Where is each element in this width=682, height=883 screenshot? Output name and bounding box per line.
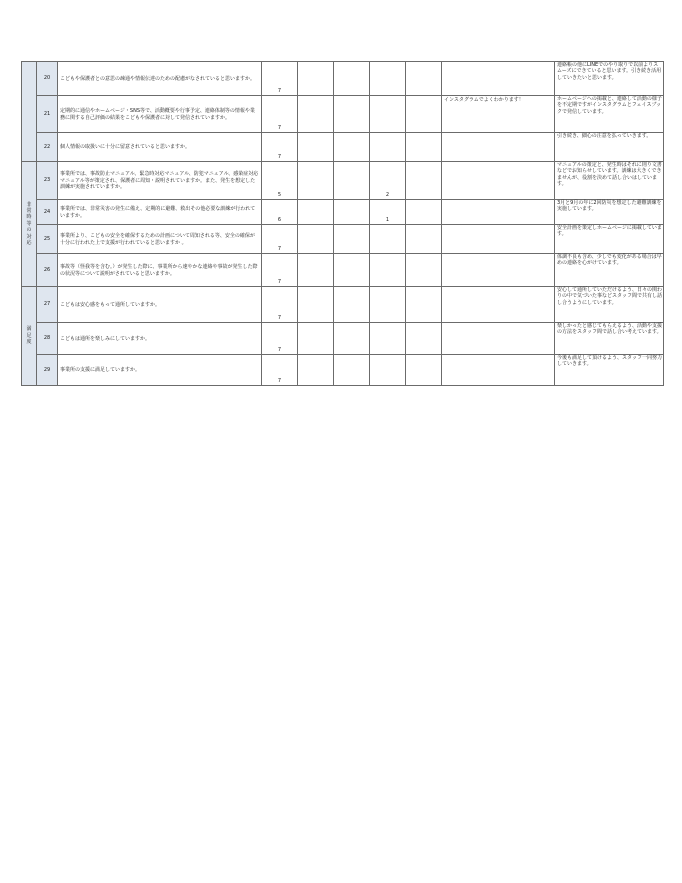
- guardian-comment: [442, 287, 555, 323]
- category-satisfaction: [22, 287, 37, 386]
- count-cell: 1: [370, 200, 406, 225]
- count-cell: 7: [262, 96, 298, 133]
- row-number: 29: [37, 355, 58, 386]
- count-cell: [370, 225, 406, 254]
- question-text: 事業所より、こどもの安全を確保するための計画について周知される等、安全の確保が十分に行われた上で支援が行われていると思いますか 。: [58, 225, 262, 254]
- guardian-comment: [442, 133, 555, 162]
- question-text: 事業所の支援に満足していますか。: [58, 355, 262, 386]
- question-text: 事業所では、非常災害の発生に備え、定期的に避難、救出その他必要な訓練が行われていますか。: [58, 200, 262, 225]
- count-cell: [334, 355, 370, 386]
- count-cell: [334, 225, 370, 254]
- count-cell: [334, 287, 370, 323]
- count-cell: 7: [262, 133, 298, 162]
- count-cell: 5: [262, 162, 298, 200]
- row-number: 20: [37, 62, 58, 96]
- count-cell: [406, 133, 442, 162]
- count-cell: [298, 133, 334, 162]
- guardian-comment: [442, 254, 555, 287]
- count-cell: [406, 323, 442, 355]
- count-cell: 7: [262, 254, 298, 287]
- survey-table: [21, 61, 664, 386]
- row-number: 26: [37, 254, 58, 287]
- table-row: [22, 133, 664, 162]
- count-cell: [406, 200, 442, 225]
- table-row: [22, 225, 664, 254]
- count-cell: [298, 323, 334, 355]
- category-cell-empty: [22, 62, 37, 162]
- count-cell: [298, 162, 334, 200]
- count-cell: [370, 287, 406, 323]
- survey-table-body: [22, 62, 664, 386]
- row-number: 25: [37, 225, 58, 254]
- guardian-comment: インスタグラムでよくわかります！: [442, 96, 555, 133]
- row-number: 24: [37, 200, 58, 225]
- count-cell: [334, 133, 370, 162]
- table-row: [22, 162, 664, 200]
- table-row: [22, 287, 664, 323]
- count-cell: [406, 162, 442, 200]
- count-cell: [370, 323, 406, 355]
- count-cell: [334, 323, 370, 355]
- count-cell: [298, 200, 334, 225]
- category-label: 非常時等の対応: [26, 201, 32, 247]
- question-text: こどもは安心感をもって通所していますか。: [58, 287, 262, 323]
- facility-response: マニュアルの策定と、発生時はそれに則り文書などでお知らせしています。訓練は大きくできませんが、役割を決めて話し合いはしています。: [555, 162, 664, 200]
- count-cell: 7: [262, 62, 298, 96]
- guardian-comment: [442, 355, 555, 386]
- count-cell: 7: [262, 355, 298, 386]
- count-cell: 7: [262, 323, 298, 355]
- count-cell: [334, 96, 370, 133]
- count-cell: 6: [262, 200, 298, 225]
- question-text: 個人情報の取扱いに十分に留意されていると思いますか。: [58, 133, 262, 162]
- count-cell: 7: [262, 287, 298, 323]
- table-row: [22, 355, 664, 386]
- count-cell: [298, 62, 334, 96]
- question-text: こどもは通所を楽しみにしていますか。: [58, 323, 262, 355]
- facility-response: 楽しかったと感じてもらえるよう、活動や支援の方法をスタッフ間で話し合い考えています。: [555, 323, 664, 355]
- row-number: 23: [37, 162, 58, 200]
- table-row: [22, 200, 664, 225]
- guardian-comment: [442, 225, 555, 254]
- count-cell: [298, 225, 334, 254]
- count-cell: [334, 200, 370, 225]
- question-text: こどもや保護者との意思の疎通や情報伝達のための配慮がなされていると思いますか。: [58, 62, 262, 96]
- count-cell: 2: [370, 162, 406, 200]
- guardian-comment: [442, 62, 555, 96]
- row-number: 28: [37, 323, 58, 355]
- facility-response: 今後も満足して頂けるよう、スタッフ一同努力していきます。: [555, 355, 664, 386]
- count-cell: 7: [262, 225, 298, 254]
- table-row: [22, 254, 664, 287]
- count-cell: [406, 62, 442, 96]
- table-row: [22, 62, 664, 96]
- count-cell: [334, 162, 370, 200]
- row-number: 27: [37, 287, 58, 323]
- count-cell: [298, 287, 334, 323]
- count-cell: [370, 62, 406, 96]
- count-cell: [334, 62, 370, 96]
- row-number: 22: [37, 133, 58, 162]
- question-text: 事業所では、事故防止マニュアル、緊急時対応マニュアル、防犯マニュアル、感染症対応マニュアル等が策定され、保護者に周知・説明されていますか。また、発生を想定した訓練が実施されていますか。: [58, 162, 262, 200]
- count-cell: [406, 96, 442, 133]
- count-cell: [370, 254, 406, 287]
- count-cell: [370, 96, 406, 133]
- guardian-comment: [442, 323, 555, 355]
- count-cell: [298, 355, 334, 386]
- category-emergency: [22, 162, 37, 287]
- category-label: 満足度: [26, 326, 32, 346]
- facility-response: 体調不良も含め、少しでも変化がある場合は早めの連絡を心がけています。: [555, 254, 664, 287]
- facility-response: 引き続き、細心の注意を払っていきます。: [555, 133, 664, 162]
- table-row: [22, 96, 664, 133]
- facility-response: 安全計画を策定しホームページに掲載しています。: [555, 225, 664, 254]
- count-cell: [406, 254, 442, 287]
- facility-response: 3月と9月の年に2回防災を想定した避難訓練を実施しています。: [555, 200, 664, 225]
- count-cell: [298, 254, 334, 287]
- facility-response: 安心して通所していただけるよう、日々の関わりの中で気づいた事などスタッフ間で共有し話し合うようにしています。: [555, 287, 664, 323]
- count-cell: [406, 287, 442, 323]
- count-cell: [370, 355, 406, 386]
- guardian-comment: [442, 162, 555, 200]
- count-cell: [406, 355, 442, 386]
- facility-response: 連絡帳の他にLINEでのやり取りで以前よりスムーズにできていると思います。引き続き活用していきたいと思います。: [555, 62, 664, 96]
- count-cell: [334, 254, 370, 287]
- count-cell: [370, 133, 406, 162]
- question-text: 事故等（怪我等を含む。）が発生した際に、事業所から速やかな連絡や事故が発生した際の状況等について説明がされていると思いますか。: [58, 254, 262, 287]
- row-number: 21: [37, 96, 58, 133]
- facility-response: ホームページへの掲載と、連絡して活動の様子を不定期ですがインスタグラムとフェイスブックで発信しています。: [555, 96, 664, 133]
- count-cell: [406, 225, 442, 254]
- guardian-comment: [442, 200, 555, 225]
- count-cell: [298, 96, 334, 133]
- question-text: 定期的に通信やホームページ・SNS等で、活動概要や行事予定、連絡体制等の情報や業務に関する自己評価の結果をこどもや保護者に対して発信されていますか。: [58, 96, 262, 133]
- table-row: [22, 323, 664, 355]
